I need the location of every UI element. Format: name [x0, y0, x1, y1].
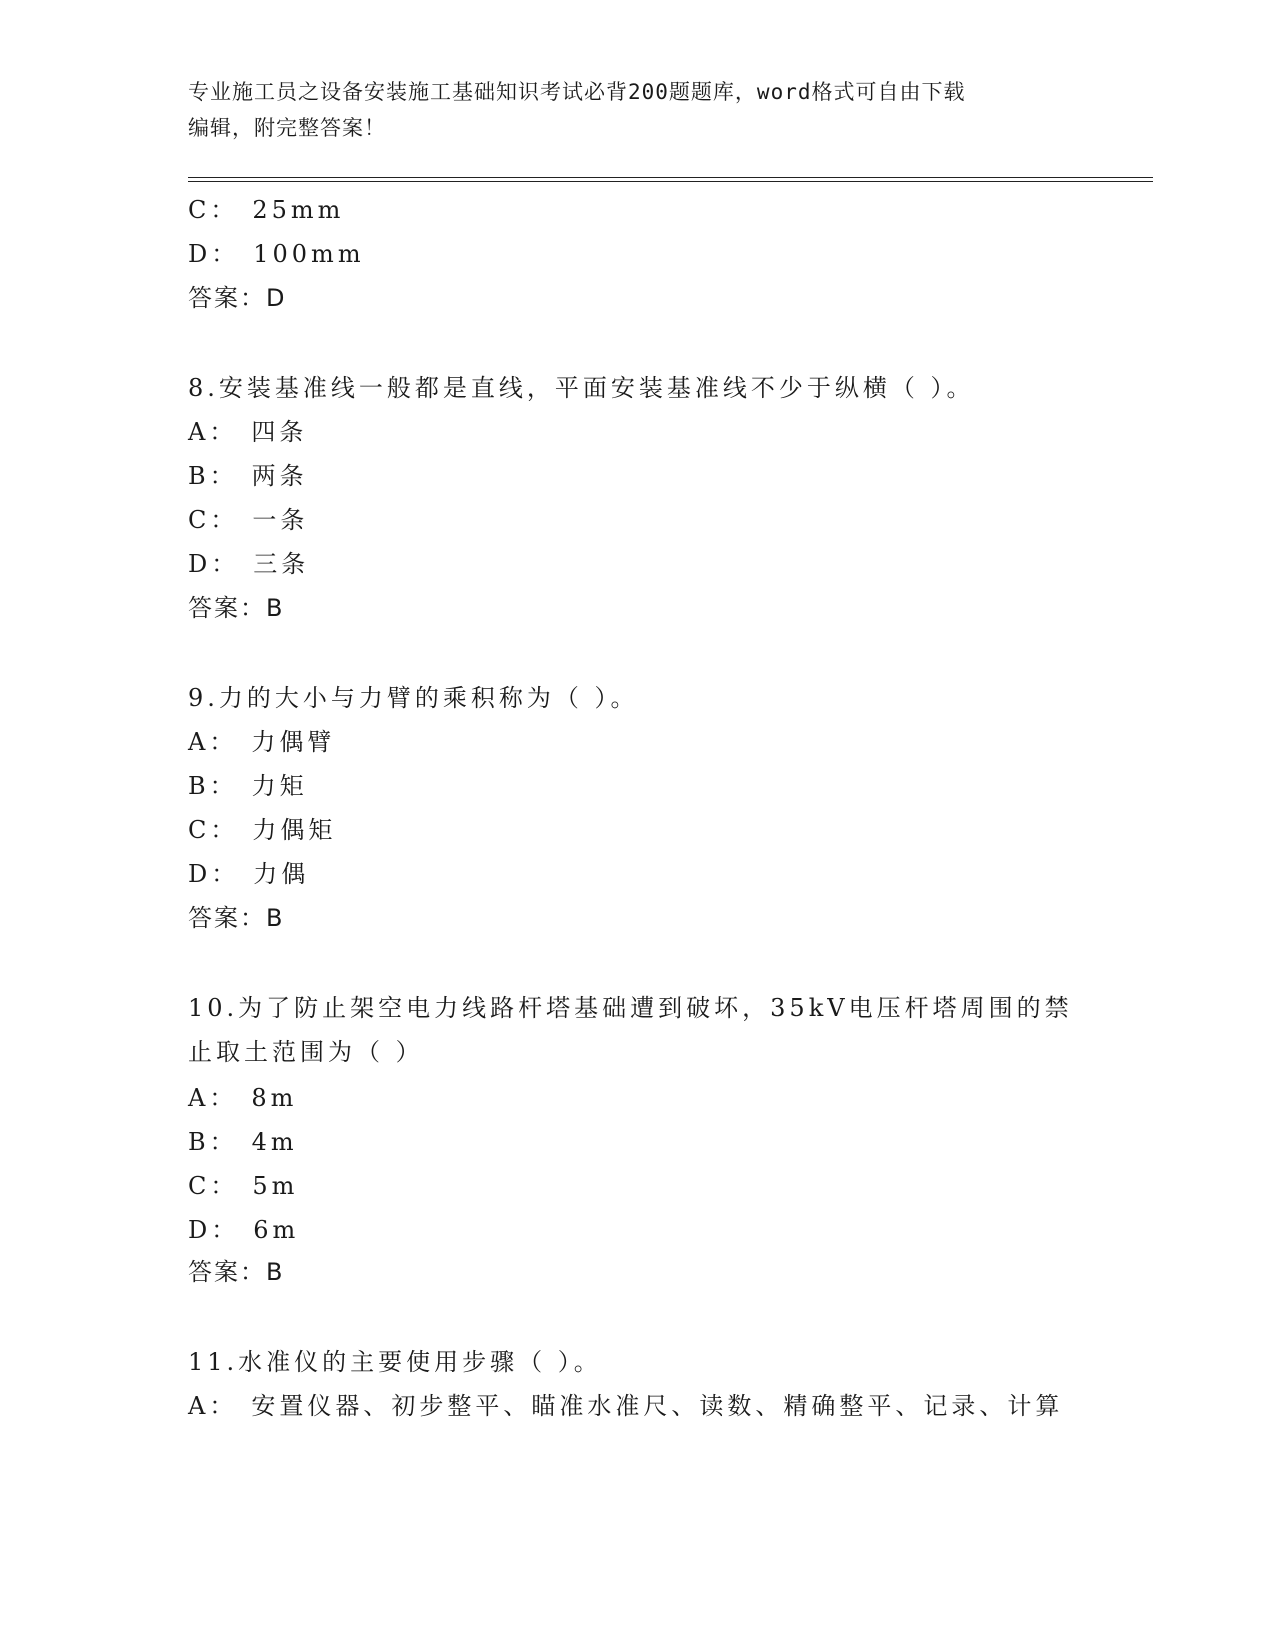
option-text: 5m — [252, 1172, 299, 1200]
option-text: 4m — [251, 1128, 298, 1156]
option-letter: C： — [188, 816, 239, 844]
option-text: 一条 — [252, 506, 309, 534]
option-text: 8m — [251, 1084, 298, 1112]
option-letter: D： — [188, 860, 240, 888]
option-text: 25mm — [252, 196, 345, 224]
option-text: 力矩 — [251, 772, 308, 800]
option-text: 三条 — [253, 550, 310, 578]
option-letter: B： — [188, 462, 238, 490]
option-letter: D： — [188, 1216, 240, 1244]
option-d — [188, 1214, 299, 1246]
option-text: 力偶矩 — [252, 816, 337, 844]
option-d — [188, 238, 365, 270]
question-9-stem: 9.力的大小与力臂的乘积称为（ ）。 — [188, 684, 639, 712]
option-letter: B： — [188, 772, 238, 800]
option-letter: C： — [188, 196, 239, 224]
question-8-stem: 8.安装基准线一般都是直线，平面安装基准线不少于纵横（ ）。 — [188, 374, 975, 402]
header-line-1: 专业施工员之设备安装施工基础知识考试必背200题题库，word格式可自由下载 — [188, 80, 966, 104]
option-c — [188, 814, 336, 846]
option-a — [188, 1390, 1063, 1422]
option-c — [188, 1170, 298, 1202]
option-text: 力偶臂 — [251, 728, 336, 756]
option-letter: D： — [188, 550, 240, 578]
option-letter: C： — [188, 506, 239, 534]
option-b — [188, 460, 308, 492]
option-text: 6m — [253, 1216, 300, 1244]
option-text: 100mm — [253, 240, 365, 268]
answer-line: 答案：B — [188, 1258, 285, 1286]
header-rule-top — [188, 177, 1153, 178]
option-letter: A： — [188, 1392, 238, 1420]
option-a — [188, 726, 335, 758]
document-header — [188, 74, 1068, 146]
option-letter: A： — [188, 1084, 238, 1112]
header-rule-bottom — [188, 181, 1153, 182]
option-b — [188, 770, 308, 802]
option-letter: C： — [188, 1172, 239, 1200]
header-line-2: 编辑，附完整答案！ — [188, 116, 386, 140]
option-letter: A： — [188, 728, 238, 756]
option-text: 四条 — [251, 418, 308, 446]
option-c — [188, 504, 308, 536]
option-letter: D： — [188, 240, 240, 268]
option-d — [188, 548, 309, 580]
option-c — [188, 194, 344, 226]
option-text: 安置仪器、初步整平、瞄准水准尺、读数、精确整平、记录、计算 — [251, 1392, 1064, 1420]
option-b — [188, 1126, 298, 1158]
option-text: 两条 — [251, 462, 308, 490]
answer-line: 答案：D — [188, 284, 287, 312]
option-a — [188, 1082, 297, 1114]
answer-line: 答案：B — [188, 904, 285, 932]
option-d — [188, 858, 309, 890]
option-letter: A： — [188, 418, 238, 446]
question-10-stem-line-1: 10.为了防止架空电力线路杆塔基础遭到破坏，35kV电压杆塔周围的禁 — [188, 994, 1073, 1022]
answer-line: 答案：B — [188, 594, 285, 622]
option-letter: B： — [188, 1128, 238, 1156]
option-text: 力偶 — [253, 860, 310, 888]
question-10-stem-line-2: 止取土范围为（ ） — [188, 1038, 424, 1066]
option-a — [188, 416, 307, 448]
question-11-stem: 11.水准仪的主要使用步骤（ ）。 — [188, 1348, 602, 1376]
